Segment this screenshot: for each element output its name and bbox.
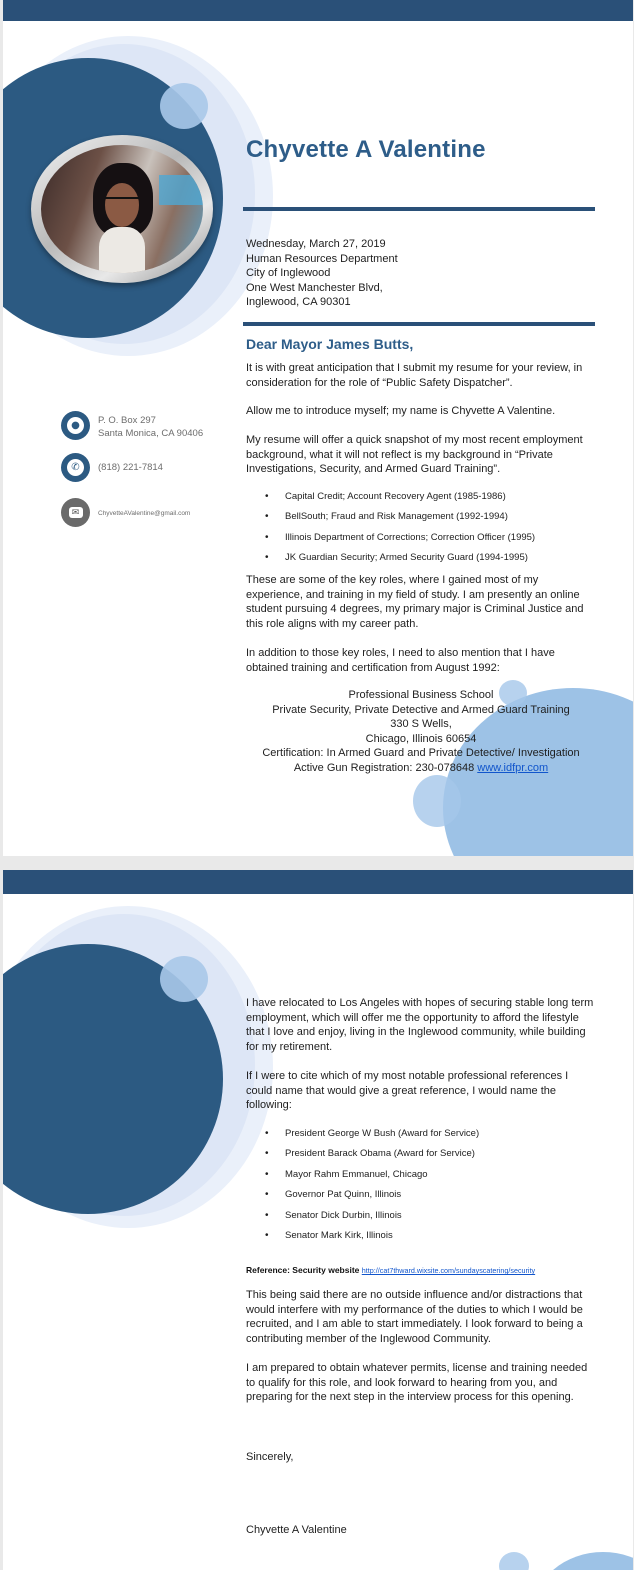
signature: Chyvette A Valentine (246, 1524, 347, 1536)
applicant-name: Chyvette A Valentine (246, 136, 486, 163)
profile-photo (41, 145, 203, 273)
location-pin-icon: ● (61, 411, 90, 440)
paragraph-intro: It is with great anticipation that I submit my resume for your review, in consideration for the role of “Public Safety Dispatcher”. (246, 362, 583, 389)
paragraph-training: In addition to those key roles, I need to also mention that I have obtained training and certification from August 1992: (246, 647, 555, 674)
roles-list (246, 490, 535, 572)
list-item: • Governor Pat Quinn, Illinois (246, 1188, 479, 1208)
list-item: • President George W Bush (Award for Service) (246, 1127, 479, 1147)
contact-phone: (818) 221-7814 (98, 462, 163, 473)
certification-text: Certification: In Armed Guard and Private Detective/ Investigation (262, 747, 580, 760)
header-bar (3, 870, 633, 894)
recipient-street: One West Manchester Blvd, (246, 281, 383, 294)
paragraph-no-distractions: This being said there are no outside influence and/or distractions that would interfere with my performance of the duties to which I would be recruited, and I am able to start immediately. I look forward to being a contributing member of the Inglewood Community. (246, 1289, 583, 1345)
header-bar (3, 0, 633, 21)
letter-date: Wednesday, March 27, 2019 (246, 238, 386, 250)
recipient-zip: Inglewood, CA 90301 (246, 296, 351, 308)
list-item: • JK Guardian Security; Armed Security Guard (1994-1995) (246, 551, 535, 571)
decorative-small-bubble (160, 83, 208, 129)
recipient-address-block (246, 237, 398, 310)
contact-email: ChyvetteAValentine@gmail.com (98, 510, 191, 517)
divider-top (243, 207, 595, 211)
paragraph-introduce: Allow me to introduce myself; my name is Chyvette A Valentine. (246, 405, 556, 417)
gun-registration: Active Gun Registration: 230-078648 www.idfpr.com (293, 761, 549, 774)
recipient-city: City of Inglewood (246, 267, 331, 279)
decorative-small-bubble (160, 956, 208, 1002)
list-item: • President Barack Obama (Award for Service) (246, 1147, 479, 1167)
list-item: • Capital Credit; Account Recovery Agent (1985-1986) (246, 490, 535, 510)
security-website-link[interactable]: http://cat7thward.wixsite.com/sundayscatering/security (361, 1266, 536, 1275)
paragraph-prepared: I am prepared to obtain whatever permits, license and training needed to qualify for this role, and look forward to hearing from you, and preparing for the next step in the interview process for this opening. (246, 1362, 588, 1403)
profile-photo-frame (31, 135, 213, 283)
letter-page-1 (3, 0, 633, 856)
paragraph-resume: My resume will offer a quick snapshot of my most recent employment background, what it will not reflect is my background in “Private Investigations, Security, and Armed Guard Training”. (246, 434, 583, 475)
decorative-bubble (413, 775, 461, 827)
recipient-department: Human Resources Department (246, 252, 398, 265)
reference-website: Reference: Security website http://cat7thward.wixsite.com/sundayscatering/security (246, 1265, 536, 1275)
certification-block (246, 688, 596, 776)
salutation: Dear Mayor James Butts, (246, 336, 414, 352)
paragraph-relocated: I have relocated to Los Angeles with hopes of securing stable long term employment, which will offer me the opportunity to afford the lifestyle that I love and enjoy, living in the Inglewood community, while building for my retirement. (246, 997, 594, 1053)
school-street: 330 S Wells, (390, 718, 452, 731)
list-item: • Mayor Rahm Emmanuel, Chicago (246, 1168, 479, 1188)
school-city: Chicago, Illinois 60654 (365, 732, 477, 745)
letter-page-2 (3, 870, 633, 1570)
list-item: • Illinois Department of Corrections; Correction Officer (1995) (246, 531, 535, 551)
list-item: • Senator Dick Durbin, Illinois (246, 1209, 479, 1229)
email-icon: ✉ (61, 498, 90, 527)
school-program: Private Security, Private Detective and Armed Guard Training (272, 703, 570, 716)
idfpr-link[interactable]: www.idfpr.com (477, 761, 549, 774)
decorative-bubble-small (499, 1552, 529, 1570)
decorative-large-bubble (533, 1552, 633, 1570)
closing: Sincerely, (246, 1451, 294, 1463)
list-item: • Senator Mark Kirk, Illinois (246, 1229, 479, 1249)
paragraph-references-intro: If I were to cite which of my most notable professional references I could name that would give a great reference, I would name the following: (246, 1070, 569, 1111)
references-list (246, 1127, 479, 1249)
list-item: • BellSouth; Fraud and Risk Management (1992-1994) (246, 510, 535, 530)
divider-middle (243, 322, 595, 326)
phone-icon: ✆ (61, 453, 90, 482)
paragraph-key-roles: These are some of the key roles, where I gained most of my experience, and training in my field of study. I am presently an online student pursuing 4 degrees, my primary major is Criminal Justice and this role aligns with my career path. (246, 574, 584, 630)
contact-address: P. O. Box 297 Santa Monica, CA 90406 (98, 415, 204, 439)
school-name: Professional Business School (348, 689, 494, 701)
